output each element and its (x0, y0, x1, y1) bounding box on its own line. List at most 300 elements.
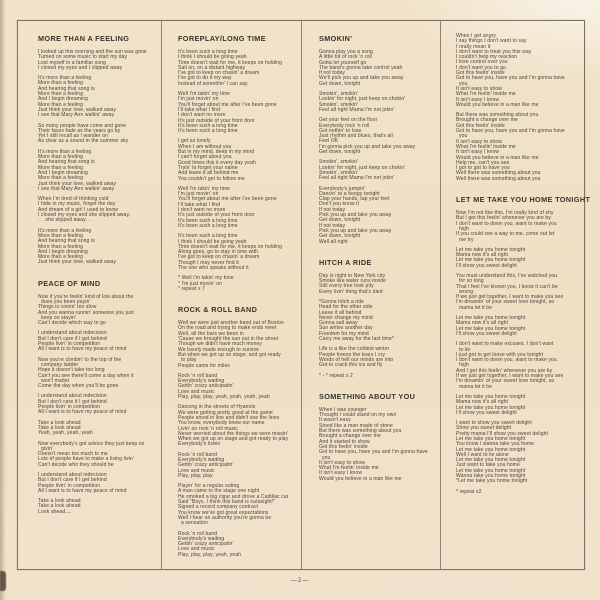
lyric-line: Can't decide which way to go (38, 320, 106, 327)
lyric-frame (17, 20, 591, 570)
lyric-line: I can't forget about you (178, 154, 232, 161)
lyric-line: Lost myself in a familiar song (38, 59, 107, 66)
lyric-line: Get down, tonight (319, 217, 361, 224)
lyric-line: More than a feeling (38, 91, 84, 98)
stanza (178, 405, 302, 447)
lyric-line: Freedom for my mind (319, 330, 369, 337)
lyric-line: I don't want to down you, want to make you (456, 357, 557, 364)
stanza (178, 276, 302, 292)
lyric-line: That I feel I've known you, I know it can't be (456, 283, 558, 290)
song-title: ROCK & ROLL BAND (178, 305, 258, 315)
lyric-line: You know, everybody knew our name (178, 420, 265, 427)
stanza (319, 408, 443, 482)
stanza (178, 374, 302, 400)
lyric-line: Brought a change over me (319, 433, 381, 440)
lyric-line: Their faces fade as the years go by (38, 127, 121, 134)
lyric-line: Gettin' crazy anticipatin' (178, 383, 234, 390)
lyric-line: Would you believe in a man like me (456, 101, 539, 108)
lyric-line: Everybody rock 'n roll (319, 122, 370, 129)
lyric-line: But there was something about you (319, 428, 402, 435)
lyric-line: But I get this feelin' whenever you are by (456, 215, 551, 222)
song (456, 34, 580, 182)
lyric-line: Let me take you home tonight (456, 457, 526, 464)
lyric-line: Feel OK (319, 138, 339, 145)
lyric-line: Pretty mama I'll show you sweet delight (456, 430, 549, 437)
song (178, 34, 302, 292)
lyric-line: I understand about indecision (38, 330, 107, 337)
lyric-line: I get so lonely (178, 138, 211, 145)
lyric-line: If not today (319, 206, 346, 213)
lyric-line: I closed my eyes and I slipped away (38, 64, 123, 71)
lyric-line: More than a feeling (38, 254, 84, 261)
lyric-line: More than a feeling (38, 232, 84, 239)
lyric-line: It isn't easy I know (456, 149, 500, 156)
lyric-line: Every livin' thing that's died (319, 288, 383, 295)
lyrics-column-4 (456, 33, 591, 500)
lyric-line: Well I want to lie alone (456, 451, 509, 458)
lyric-line: Well I'm takin' my time (178, 91, 231, 98)
stanza (178, 453, 302, 479)
lyric-line: It's been such a long time (178, 217, 238, 224)
lyric-line: keep on stayin' (38, 314, 77, 321)
stanza (456, 274, 580, 311)
lyric-line: I don't want no more (178, 207, 226, 214)
lyric-line: Rock 'n roll band (178, 451, 218, 458)
lyric-line: Let me take you home tonight (456, 446, 526, 453)
lyric-line: More than a feeling (38, 164, 84, 171)
lyric-line: Tryin' to forget your name (178, 164, 238, 171)
lyric-line: Now everybody's got advice they just keep on (38, 440, 145, 447)
stanza (38, 76, 162, 118)
stanza (38, 150, 162, 192)
song (319, 258, 443, 379)
lyric-line: If not today (319, 70, 346, 77)
lyric-line: I want to show you sweet delight (456, 420, 532, 427)
stanza (319, 92, 443, 113)
lyric-line: Well, all the bars we been in (178, 330, 244, 337)
lyric-line: Would you believe in a man like me (456, 154, 539, 161)
lyric-line: When I was younger (319, 406, 367, 413)
lyric-line: Love and music (178, 388, 215, 395)
lyric-line: Get down, tonight (319, 233, 361, 240)
lyric-line: Head for the other side (319, 304, 373, 311)
lyric-line: You know I wanna take you home (456, 441, 535, 448)
lyric-line: Smokin', smokin' (319, 101, 359, 108)
lyric-line: Play, play, play, yeah, yeah, yeah, yeah (178, 394, 270, 401)
lyric-line: Get down, tonight (319, 80, 361, 87)
stanza (319, 118, 443, 155)
stanza (38, 124, 162, 145)
lyric-line: Things is comin' too slow (38, 304, 97, 311)
lyric-line: I see that Mary Ann walkin' away (38, 185, 115, 192)
song (319, 34, 443, 245)
lyric-line: Doesn't mean too much to me (38, 451, 108, 458)
lyric-line: Well I hear on authority you're gonna be (178, 514, 272, 521)
lyric-line: I don't want to make excuses, I don't want (456, 341, 554, 348)
lyric-line: And it started to show (319, 438, 370, 445)
lyric-line: Let me take you home tonight (456, 325, 526, 332)
song-title: SOMETHING ABOUT YOU (319, 391, 416, 401)
lyric-line: And I begin dreaming (38, 96, 88, 103)
stanza (319, 274, 443, 295)
stanza (456, 421, 580, 485)
song-title: SMOKIN' (319, 34, 353, 43)
lyric-line: We were getting pretty good at the game (178, 409, 273, 416)
lyric-line: * Well I'm takin' my time (178, 275, 234, 282)
lyric-line: Life is a like the coldest winter (319, 346, 390, 353)
lyric-line: Can't you see there'll come a day when it (38, 372, 134, 379)
lyric-line: Play, play, play, yeah, yeah (178, 551, 242, 558)
lyric-line: All I want is to have my peace of mind (38, 409, 127, 416)
lyric-line: Though I may never find it (178, 259, 239, 266)
lyric-line: But there was something about you (456, 112, 539, 119)
lyric-line: I closed my eyes and she slipped away, (38, 212, 131, 219)
lyric-line: Let me take you home tonight (456, 315, 526, 322)
lyric-line: It isn't easy to show (456, 138, 502, 145)
lyrics-column-1 (38, 34, 162, 520)
lyric-line: And dream of a girl I used to know (38, 206, 118, 213)
lyric-line: you (319, 454, 331, 461)
lyric-line: * repeat x 7 (178, 285, 206, 292)
lyric-line: Turned on some music to start my day (38, 54, 128, 61)
stanza (178, 139, 302, 181)
stanza (178, 234, 302, 271)
lyric-line: a sensation (178, 520, 208, 527)
stanza (178, 50, 302, 87)
stanza (456, 113, 580, 182)
lyric-line: All I want is to have my peace of mind (38, 487, 127, 494)
lyric-line: It's been such a long time (178, 128, 238, 135)
lyric-line: So many people have come and gone (38, 122, 127, 129)
lyric-line: If we just get together, I want to make you see (456, 373, 564, 380)
lyric-line: A little bit of rock 'n roll (319, 54, 372, 61)
lyric-line: Everybody's waiting (178, 535, 225, 542)
lyric-line: Can't decide who they should be (38, 461, 114, 468)
lyric-line: Smoke like water runs inside (319, 278, 386, 285)
lyric-line: It's more than a feeling (38, 227, 92, 234)
lyric-line: You'll forget about me after I've been gone (178, 101, 277, 108)
lyric-line: I've got to keep on chasin' a dream (178, 70, 260, 77)
lyric-line: You must understand this, I've watched you (456, 272, 558, 279)
lyric-line: You couldn't get to follow me (178, 175, 245, 182)
lyric-line: I see that Mary Ann walkin' away (38, 112, 115, 119)
lyric-line: Smokin', smokin' (319, 91, 359, 98)
lyric-line: Sail on, on a distant highway (178, 64, 246, 71)
stanza (319, 160, 443, 181)
lyric-line: Feel all right Mama I'm not jokin' (319, 106, 395, 113)
stanza (38, 50, 162, 71)
lyric-line: People freeze the tears I cry (319, 351, 386, 358)
lyric-line: It's been such a long time (178, 49, 238, 55)
lyric-line: Got to have you, have you and I'm gonna have (456, 128, 565, 135)
lyric-line: won't matter (38, 377, 70, 384)
lyric-line: I'm gonna pick you up and take you away (319, 143, 416, 150)
lyric-line: It's just outside of your front door (178, 117, 255, 124)
stanza (456, 34, 580, 108)
lyric-line: Just want to take you home (456, 462, 520, 469)
lyric-line: company ladder (38, 361, 79, 368)
lyric-line: It isn't easy I know (456, 96, 500, 103)
stanza (178, 321, 302, 369)
lyric-line: I understand about indecision (38, 472, 107, 478)
lyric-line: Brought a change over me (456, 117, 518, 124)
lyric-line: Now if you're feelin' kind of low about the (38, 293, 134, 300)
stanza (38, 394, 162, 415)
lyric-line: And hearing that song is (38, 85, 95, 92)
lyric-line: And leave it all behind me (178, 170, 239, 177)
lyric-line: Got this feelin' inside (319, 443, 368, 450)
lyric-line: And hearing that song is (38, 159, 95, 166)
song-title: LET ME TAKE YOU HOME TONIGHT (456, 195, 591, 205)
lyric-line: Yeah, yeah, yeah, yeah (38, 430, 93, 437)
lyric-line: Get down, tonight (319, 149, 361, 156)
lyric-line: Mama now it's all right (456, 320, 509, 327)
lyric-line: Pick you up and take you away (319, 227, 392, 234)
lyric-line: wrong (456, 288, 474, 295)
lyric-line: If we just get together, I want to make you see (456, 294, 564, 301)
lyric-line: People came for miles (178, 362, 230, 369)
lyric-line: givin' (38, 445, 53, 452)
lyric-line: When we got up on stage and got ready to play (178, 436, 289, 443)
lyric-line: But in my mind, deep in my mind (178, 149, 255, 156)
lyric-line: Well all right (319, 238, 348, 245)
lyric-line: Day is night in New York city (319, 272, 386, 279)
lyric-line: high (456, 362, 469, 369)
stanza (38, 499, 162, 515)
lyric-line: Rock 'n roll band (178, 530, 218, 537)
lyric-line: If you could see a way to me, come out let (456, 231, 555, 238)
lyric-line: It wasn't easy (319, 417, 351, 424)
lyric-line: Would you believe in a man like me (319, 475, 402, 482)
lyric-line: to play (178, 357, 197, 364)
lyric-line: * - * repeat x 2 (319, 372, 353, 379)
lyric-line: Smokin', smokin' (319, 169, 359, 176)
stanza (38, 442, 162, 468)
stanza (319, 50, 443, 87)
lyric-line: On the road and trying to make ends meet (178, 325, 277, 332)
lyric-line: Everybody's waiting (178, 378, 225, 385)
lyric-line: Good times this it every day yeah (178, 159, 256, 166)
lyric-line: Mama now it's all right (456, 399, 509, 406)
lyric-line: I'll show you sweet delight (456, 330, 517, 337)
lyric-line: Smokin', smokin' (319, 159, 359, 166)
lyric-line: for so long (456, 278, 484, 285)
lyric-line: Time doesn't wait for me, it keeps on holding (178, 59, 282, 66)
lyric-line: If not today (319, 222, 346, 229)
song-title: MORE THAN A FEELING (38, 34, 130, 43)
lyric-line: When I'm tired of thinking cold (38, 196, 109, 203)
lyric-line: Time doesn't wait for me, it keeps on holding (178, 243, 282, 250)
lyric-line: Just think your love, walked away (38, 180, 117, 187)
lyric-line: As clear as a sound in the summer sky (38, 138, 129, 145)
lyric-line: A man came to the stage one night (178, 488, 260, 495)
lyric-line: Instead of somethin' I can say (178, 80, 248, 87)
stanza (456, 316, 580, 337)
stanza (38, 295, 162, 327)
lyric-line: Just rhythm and blues, that's all (319, 133, 393, 140)
lyric-line: Let me take you home tonight (456, 393, 526, 400)
lyric-line: *Let me take you home tonight (456, 478, 528, 485)
lyric-line: * repeat x2 (456, 488, 482, 495)
song-title: FOREPLAY/LONG TIME (178, 34, 266, 43)
stanza (38, 229, 162, 266)
lyric-line: I'm just movin' on (178, 191, 219, 198)
lyric-line: But I don't care if I get behind (38, 477, 107, 484)
lyric-line: I hide in my music, forget the day (38, 201, 116, 208)
lyric-line: I lose control over you (456, 59, 508, 66)
stanza (38, 331, 162, 352)
lyric-line: Got to have you, have you and I'm gonna have (319, 449, 428, 456)
lyric-line: We barely made enough to survive (178, 346, 260, 353)
lyric-line: I've got to keep on chasin' a dream (178, 254, 260, 261)
scan-artifact (0, 571, 6, 591)
lyric-line: Lookin' for night, just keep on chokin' (319, 164, 406, 171)
lyric-line: And I begin dreaming (38, 169, 88, 176)
stanza (38, 358, 162, 390)
stanza (178, 92, 302, 134)
lyric-line: I'll show you sweet delight (456, 409, 517, 416)
lyric-line: Love and music (178, 546, 215, 553)
lyric-line: Let me take you home tonight (456, 257, 526, 264)
lyric-line: I looked up this morning and the sun was gone (38, 49, 147, 55)
lyric-line: More than a feeling (38, 175, 84, 182)
lyric-line: More than a feeling (38, 101, 84, 108)
lyric-line: Look ahead.... (38, 508, 72, 515)
lyric-line: Gettin' crazy anticipatin' (178, 462, 234, 469)
song (38, 279, 162, 515)
stanza (178, 187, 302, 229)
lyric-line: Sun writes another day (319, 325, 373, 332)
lyric-line: Play, play, play (178, 472, 213, 479)
lyric-line: I'm dreamin' of your sweet love tonight, so (456, 378, 555, 385)
lyric-line: And I begin dreaming (38, 248, 88, 255)
lyric-line: Rock 'n roll band (178, 372, 218, 379)
lyric-line: Let me take you home tonight (456, 404, 526, 411)
lyric-line: Dancin' to a boogy tonight (319, 190, 380, 197)
lyric-line: I don't want to treat you this way (456, 48, 532, 55)
stanza (319, 347, 443, 368)
lyric-line: I don't want no more (178, 112, 226, 119)
lyric-line: People stood in line and didn't see the lines (178, 414, 280, 421)
lyric-line: mama let it be (456, 383, 493, 390)
lyric-line: Said "Boys, I think this band is outasight!" (178, 499, 276, 506)
lyric-line: Got nothin' to lose (319, 127, 362, 134)
lyric-line: Wanna take you home tonight (456, 473, 526, 480)
lyric-line: me try (456, 236, 474, 243)
stanza (456, 490, 580, 495)
lyric-line: And hearing that song is (38, 238, 95, 245)
lyric-line: I think I should be going yeah (178, 238, 247, 245)
lyric-line: Love and music (178, 467, 215, 474)
lyric-line: Mama now it's all right (456, 252, 509, 259)
lyric-line: I say things I don't want to say (456, 38, 527, 45)
lyric-line: It's just outside of your front door (178, 212, 255, 219)
lyric-line: It isn't easy I know (319, 470, 363, 477)
lyric-line: And I get this feelin' whenever you are by (456, 367, 553, 374)
lyric-line: I couldn't help my reaction (456, 54, 518, 61)
stanza (319, 374, 443, 379)
lyric-line: I'll take what I find (178, 201, 221, 208)
lyric-line: Well there was something about you (456, 175, 541, 182)
lyric-line: I think I should be going yeah (178, 54, 247, 61)
lyric-line: You'll forget about me after I've been gone (178, 196, 277, 203)
lyric-line: Now you're climbin' to the top of the (38, 356, 122, 363)
stanza (456, 342, 580, 390)
lyric-line: But when we got up on stage, and got ready (178, 351, 281, 358)
song (38, 34, 162, 266)
lyric-line: I'll show you sweet delight (456, 262, 517, 269)
lyric-line: Clap your hands, tap your feet (319, 196, 390, 203)
lyric-line: Everybody's jumpin' (319, 185, 366, 192)
lyric-line: Let me take you home tonight (456, 467, 526, 474)
lyric-line: You know we've got great expectations (178, 509, 269, 516)
lyric-line: Just think your love, walked away (38, 106, 117, 113)
lyric-line: Carry me away for the last time* (319, 336, 394, 343)
lyric-line: Along goes, go to stay in time with (178, 249, 259, 256)
lyric-line: All I want is to have my peace of mind (38, 346, 127, 353)
lyric-line: mama let it be (456, 304, 493, 311)
lyric-line: What I'm feelin' inside me (456, 143, 516, 150)
lyric-line: We'll pick you up and take you away (319, 75, 404, 82)
lyric-line: Got to have you, have you and I'm gonna have (456, 75, 565, 82)
lyric-line: I just got to get loose with you tonight (456, 351, 544, 358)
lyric-line: Get your feet on the floor (319, 117, 378, 124)
song-title: HITCH A RIDE (319, 257, 372, 267)
lyric-line: Dancing in the streets of Hyannis (178, 404, 256, 411)
lyric-line: It's been such a long time (178, 222, 238, 229)
lyric-line: I'm dreamin' of your sweet love tonight, so (456, 299, 555, 306)
lyric-line: Though we didn't have much money (178, 341, 263, 348)
lyric-line: Show you sweet delight (456, 425, 512, 432)
lyric-line: Gonna play you a song (319, 49, 373, 55)
lyric-line: Got this feelin' inside (456, 70, 505, 77)
lyric-line: I don't want you to go (456, 64, 507, 71)
lyric-line: The one who speaks without it (178, 264, 249, 271)
lyric-line: Take a look ahead (38, 498, 81, 505)
lyric-line: I'm just movin' on (178, 96, 219, 103)
lyric-line: And you wanna runnin' someone you just (38, 309, 134, 316)
lyric-line: Playin' for a regular outing (178, 483, 240, 490)
lyric-line: Take a look ahead (38, 424, 81, 431)
lyric-line: Well I'm takin' my time (178, 185, 231, 192)
lyric-line: It isn't easy to show (456, 85, 502, 92)
lyric-line: Gonna sail away (319, 320, 358, 327)
lyric-line: People livin' in competition (38, 482, 101, 489)
lyric-line: Come the day when you'll be gone (38, 383, 119, 390)
stanza (456, 248, 580, 269)
lyric-line: It's been such a long time (178, 122, 238, 129)
lyric-line: It isn't easy to show (319, 459, 365, 466)
stanza (319, 300, 443, 342)
lyric-line: I really mean it (456, 43, 491, 50)
lyric-line: Hope it doesn't take too long (38, 367, 105, 374)
lyric-line: you (456, 133, 468, 140)
lyric-line: . . .she slipped away. . . (38, 217, 93, 224)
song (456, 195, 591, 495)
lyric-line: Lookin' for night, just keep on chokin' (319, 96, 406, 103)
lyric-line: * I'm just movin' on (178, 280, 223, 287)
lyric-line: Take a look ahead (38, 503, 81, 510)
stanza (38, 421, 162, 437)
stanza (178, 484, 302, 526)
lyrics-column-2 (178, 34, 302, 563)
stanza (456, 211, 580, 243)
lyric-line: I got to got to have you (456, 165, 510, 172)
lyric-line: Stood like a man made of stone (319, 422, 393, 429)
lyric-line: It's been such a long time (178, 233, 238, 240)
lyric-line: But I don't care if I get behind (38, 335, 107, 342)
lyric-line: He smoked a big cigar and drove a Cadillac car (178, 493, 289, 500)
